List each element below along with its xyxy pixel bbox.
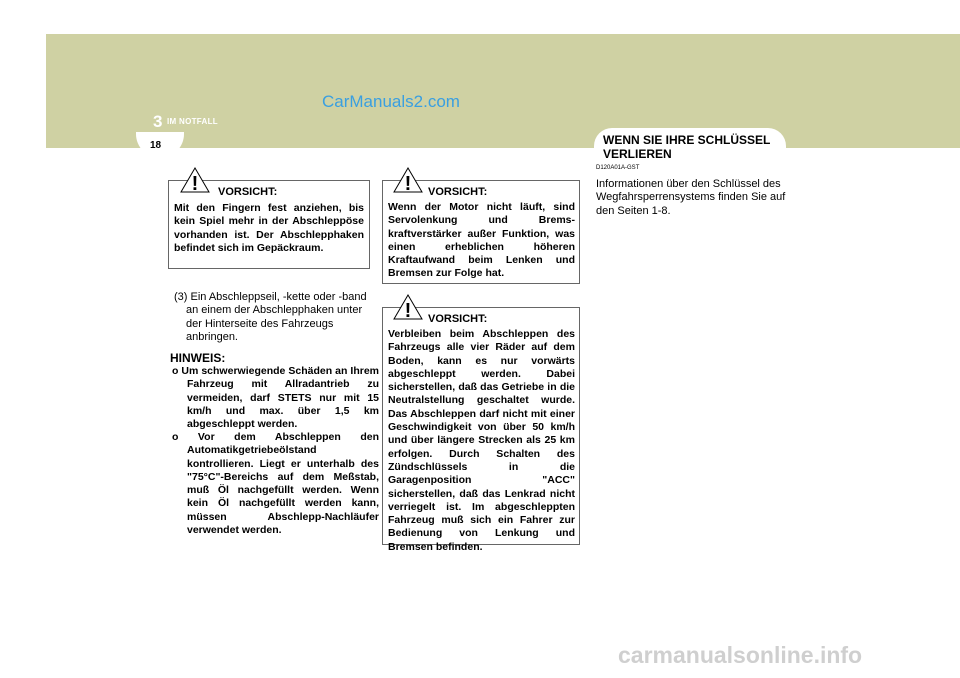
warning-2-text: Wenn der Motor nicht läuft, sind Servolenkung und Brems-kraftverstärker außer Funktion, was einen erheblichen höheren Kraftaufwand beim Lenken und Bremsen zur Folge hat. bbox=[388, 201, 575, 280]
warning-triangle-icon bbox=[393, 294, 423, 320]
warning-2-title: VORSICHT: bbox=[428, 186, 488, 198]
section-title: IM NOTFALL bbox=[167, 117, 218, 126]
warning-box-3 bbox=[382, 307, 580, 553]
step-3-text: (3) Ein Abschleppseil, -kette oder -band an einem der Abschlepphaken unter der Hinterseite des Fahrzeugs anbringen. bbox=[174, 291, 367, 344]
svg-text:!: ! bbox=[404, 300, 412, 320]
warning-triangle-icon bbox=[393, 167, 423, 193]
warning-triangle-icon bbox=[180, 167, 210, 193]
key-info-text: Informationen über den Schlüssel des Wegfahrsperrensystems finden Sie auf den Seiten 1-8. bbox=[596, 178, 786, 217]
hinweis-title: HINWEIS: bbox=[170, 351, 226, 365]
warning-3-text: Verbleiben beim Abschleppen des Fahrzeugs alle vier Räder auf dem Boden, kann es nur vorwärts abgeschleppt werden. Dabei sicherstellen, daß das Getriebe in die Neutralstellung geschaltet wurde. Das Abschleppen darf nicht mit einer Geschwindigkeit von über 50 km/h und über längere Strecken als 25 km erfolgen. Durch Schalten des Zündschlüssels in die Garagenposition "ACC" sicherstellen, daß das Lenkrad nicht verriegelt ist. Im abgeschleppten Fahrzeug muß sich ein Fahrer zur Bedienung von Lenkung und Bremsen befinden. bbox=[388, 328, 575, 553]
reference-code: D120A01A-GST bbox=[596, 165, 640, 171]
header-band bbox=[46, 34, 960, 148]
note-item: o Um schwerwiegende Schäden an Ihrem Fahrzeug mit Allradantrieb zu vermeiden, darf STETS nur mit 15 km/h und max. über 1,5 km abgeschleppt werden. bbox=[172, 365, 379, 431]
note-item: o Vor dem Abschleppen den Automatikgetriebeölstand kontrollieren. Liegt er unterhalb des "75°C"-Bereichs auf dem Meßstab, muß Öl nachgefüllt werden. Wenn kein Öl nachgefüllt werden kann, müssen Abschlepp-Nachläufer verwendet werden. bbox=[172, 431, 379, 537]
warning-1-text: Mit den Fingern fest anziehen, bis kein Spiel mehr in der Abschleppöse vorhanden ist. Der Abschlepphaken befindet sich im Gepäckraum. bbox=[174, 202, 364, 254]
warning-1-title: VORSICHT: bbox=[218, 186, 278, 198]
warning-3-title: VORSICHT: bbox=[428, 313, 488, 325]
right-heading: WENN SIE IHRE SCHLÜSSEL VERLIEREN bbox=[603, 133, 771, 161]
section-number: 3 bbox=[153, 112, 163, 131]
svg-text:!: ! bbox=[191, 173, 199, 193]
page-number: 18 bbox=[150, 140, 162, 151]
svg-text:!: ! bbox=[404, 173, 412, 193]
watermark-top[interactable]: CarManuals2.com bbox=[322, 92, 460, 111]
watermark-bottom[interactable]: carmanualsonline.info bbox=[618, 642, 863, 668]
